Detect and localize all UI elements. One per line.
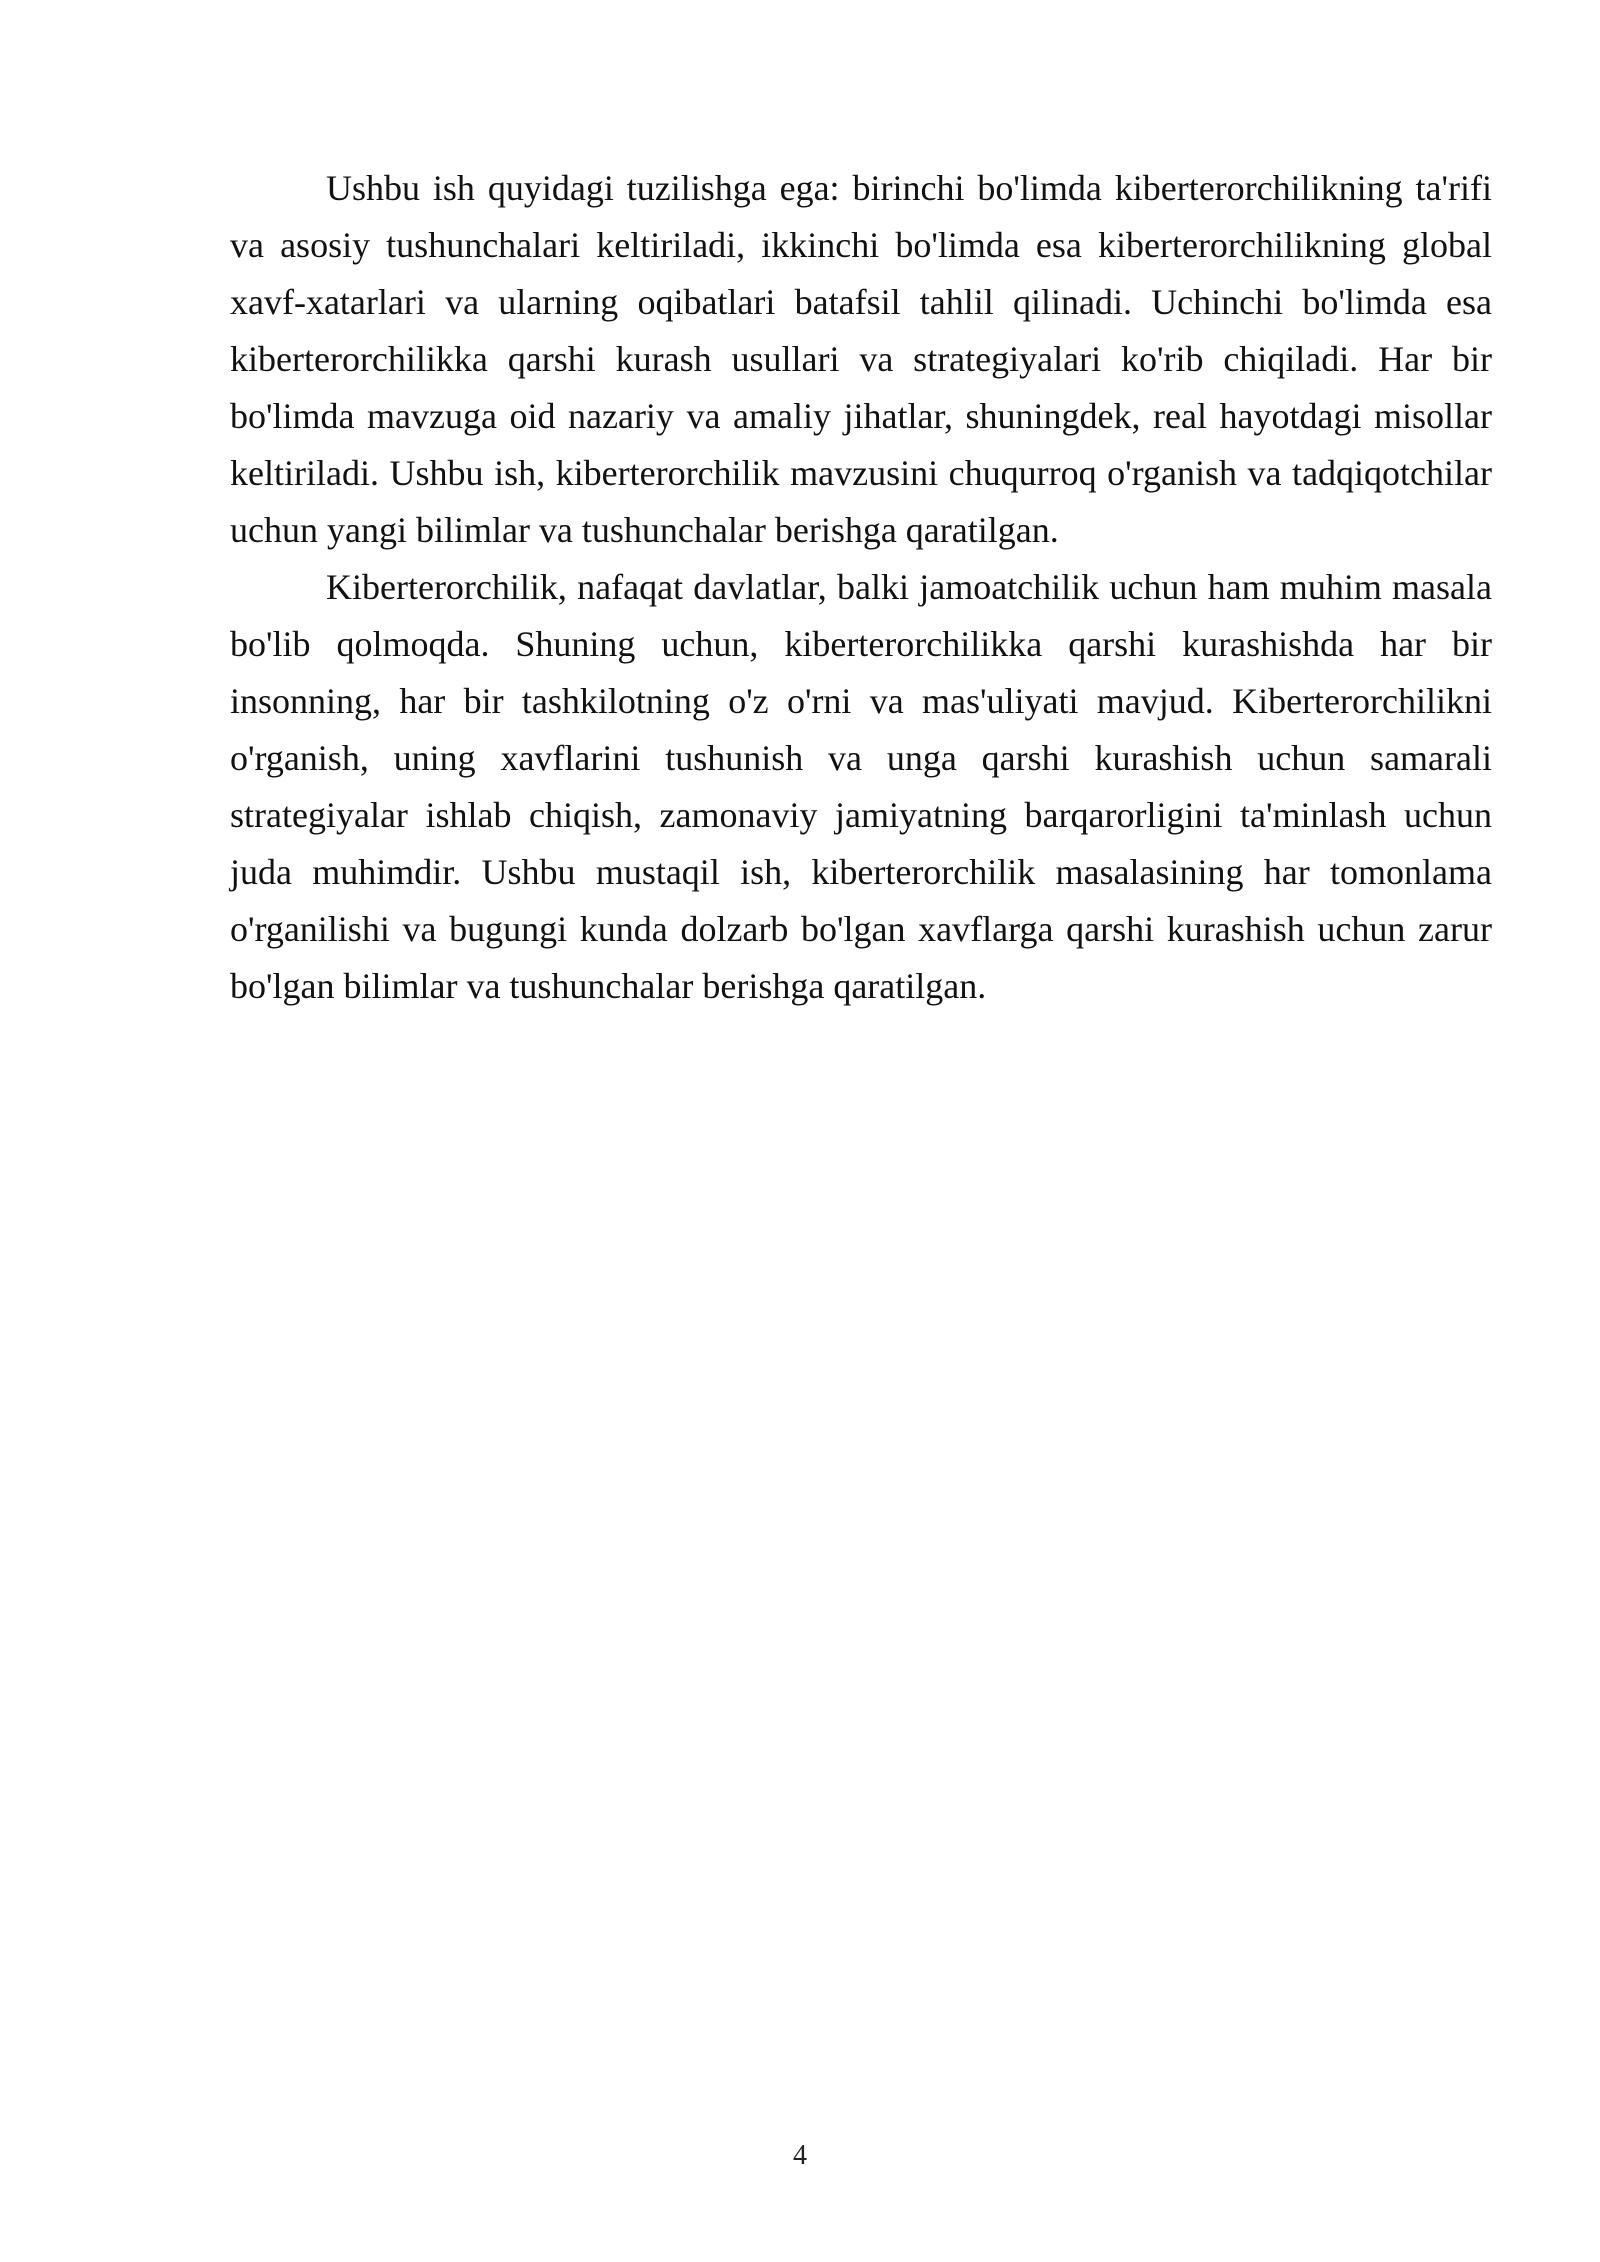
body-text (230, 160, 1492, 1015)
paragraph-importance: Kiberterorchilik, nafaqat davlatlar, balki jamoatchilik uchun ham muhim masala bo'lib qolmoqda. Shuning uchun, kiberterorchilikka qarshi kurashishda har bir insonning, har bir tashkilotning o'z o'rni va mas'uliyati mavjud. Kiberterorchilikni o'rganish, uning xavflarini tushunish va unga qarshi kurashish uchun samarali strategiyalar ishlab chiqish, zamonaviy jamiyatning barqarorligini ta'minlash uchun juda muhimdir. Ushbu mustaqil ish, kiberterorchilik masalasining har tomonlama o'rganilishi va bugungi kunda dolzarb bo'lgan xavflarga qarshi kurashish uchun zarur bo'lgan bilimlar va tushunchalar berishga qaratilgan. (230, 567, 1492, 1006)
page-number: 4 (793, 2140, 807, 2171)
paragraph-structure: Ushbu ish quyidagi tuzilishga ega: birinchi bo'limda kiberterorchilikning ta'rifi va asosiy tushunchalari keltiriladi, ikkinchi bo'limda esa kiberterorchilikning global xavf-xatarlari va ularning oqibatlari batafsil tahlil qilinadi. Uchinchi bo'limda esa kiberterorchilikka qarshi kurash usullari va strategiyalari ko'rib chiqiladi. Har bir bo'limda mavzuga oid nazariy va amaliy jihatlar, shuningdek, real hayotdagi misollar keltiriladi. Ushbu ish, kiberterorchilik mavzusini chuqurroq o'rganish va tadqiqotchilar uchun yangi bilimlar va tushunchalar berishga qaratilgan. (230, 168, 1492, 550)
